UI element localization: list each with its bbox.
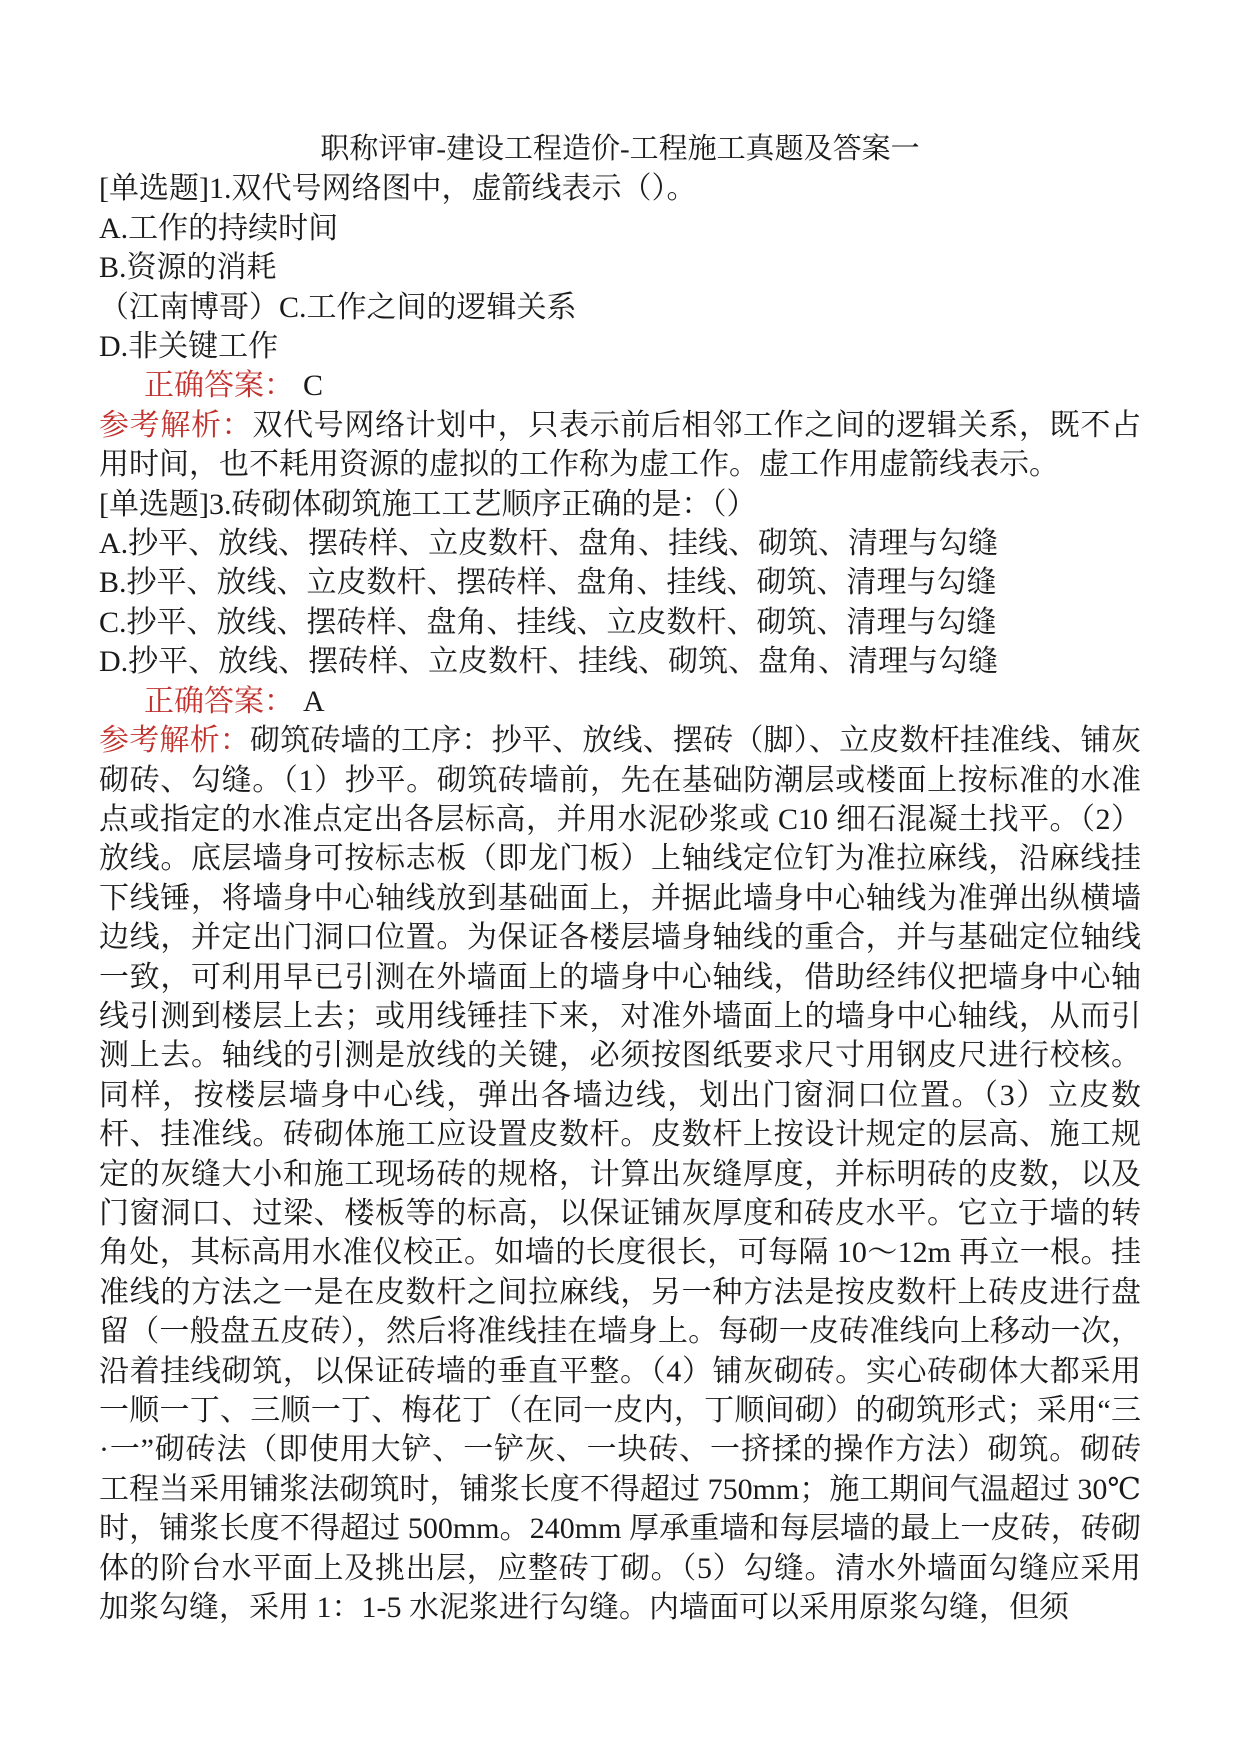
option-b: B.抄平、放线、立皮数杆、摆砖样、盘角、挂线、砌筑、清理与勾缝 — [99, 566, 997, 600]
option-a: A.工作的持续时间 — [99, 211, 339, 245]
option-c: C.抄平、放线、摆砖样、盘角、挂线、立皮数杆、砌筑、清理与勾缝 — [99, 605, 997, 639]
explanation-text: 砌筑砖墙的工序：抄平、放线、摆砖（脚）、立皮数杆挂准线、铺灰砌砖、勾缝。（1）抄平。砌筑砖墙前，先在基础防潮层或楼面上按标准的水准点或指定的水准点定出各层标高，并用水泥砂浆或 C10 细石混凝土找平。（2）放线。底层墙身可按标志板（即龙门板）上轴线定位钉为准拉麻线，沿麻线挂下线锤，将墙身中心轴线放到基础面上，并据此墙身中心轴线为准弹出纵横墙边线，并定出门洞口位置。为保证各楼层墙身轴线的重合，并与基础定位轴线一致，可利用早已引测在外墙面上的墙身中心轴线，借助经纬仪把墙身中心轴线引测到楼层上去；或用线锤挂下来，对准外墙面上的墙身中心轴线，从而引测上去。轴线的引测是放线的关键，必须按图纸要求尺寸用钢皮尺进行校核。同样，按楼层墙身中心线，弹出各墙边线，划出门窗洞口位置。（3）立皮数杆、挂准线。砖砌体施工应设置皮数杆。皮数杆上按设计规定的层高、施工规定的灰缝大小和施工现场砖的规格，计算出灰缝厚度，并标明砖的皮数，以及门窗洞口、过梁、楼板等的标高，以保证铺灰厚度和砖皮水平。它立于墙的转角处，其标高用水准仪校正。如墙的长度很长，可每隔 10～12m 再立一根。挂准线的方法之一是在皮数杆之间拉麻线，另一种方法是按皮数杆上砖皮进行盘留（一般盘五皮砖），然后将准线挂在墙身上。每砌一皮砖准线向上移动一次，沿着挂线砌筑，以保证砖墙的垂直平整。（4）铺灰砌砖。实心砖砌体大都采用一顺一丁、三顺一丁、梅花丁（在同一皮内，丁顺间砌）的砌筑形式；采用“三·一”砌砖法（即使用大铲、一铲灰、一块砖、一挤揉的操作方法）砌筑。砌砖工程当采用铺浆法砌筑时，铺浆长度不得超过 750mm；施工期间气温超过 30℃时，铺浆长度不得超过 500mm。240mm 厚承重墙和每层墙的最上一皮砖，砖砌体的阶台水平面上及挑出层，应整砖丁砌。（5）勾缝。清水外墙面勾缝应采用加浆勾缝，采用 1：1-5 水泥浆进行勾缝。内墙面可以采用原浆勾缝，但须 — [99, 724, 1142, 1625]
answer-label: 正确答案： — [144, 369, 294, 403]
option-a: A.抄平、放线、摆砖样、立皮数杆、盘角、挂线、砌筑、清理与勾缝 — [99, 527, 999, 561]
document-title: 职称评审-建设工程造价-工程施工真题及答案一 — [320, 133, 920, 165]
exam-document-page — [99, 130, 1141, 1627]
answer-line — [99, 366, 1141, 405]
option-c: （江南博哥）C.工作之间的逻辑关系 — [99, 290, 577, 324]
question-block-1 — [99, 169, 1141, 484]
question-stem: [单选题]1.双代号网络图中，虚箭线表示（）。 — [99, 172, 697, 206]
question-block-2 — [99, 485, 1141, 1628]
question-stem: [单选题]3.砖砌体砌筑施工工艺顺序正确的是：（） — [99, 487, 757, 521]
answer-value: A — [303, 684, 325, 718]
answer-value: C — [303, 369, 324, 403]
explanation-text: 双代号网络计划中，只表示前后相邻工作之间的逻辑关系，既不占用时间，也不耗用资源的虚拟的工作称为虚工作。虚工作用虚箭线表示。 — [99, 408, 1142, 482]
answer-line — [99, 682, 1141, 721]
explanation-label: 参考解析： — [99, 724, 251, 758]
explanation-paragraph — [99, 406, 1141, 485]
explanation-label: 参考解析： — [99, 408, 253, 442]
option-d: D.抄平、放线、摆砖样、立皮数杆、挂线、砌筑、盘角、清理与勾缝 — [99, 645, 999, 679]
option-d: D.非关键工作 — [99, 330, 279, 364]
option-b: B.资源的消耗 — [99, 251, 277, 285]
explanation-paragraph — [99, 721, 1141, 1627]
answer-label: 正确答案： — [144, 684, 294, 718]
